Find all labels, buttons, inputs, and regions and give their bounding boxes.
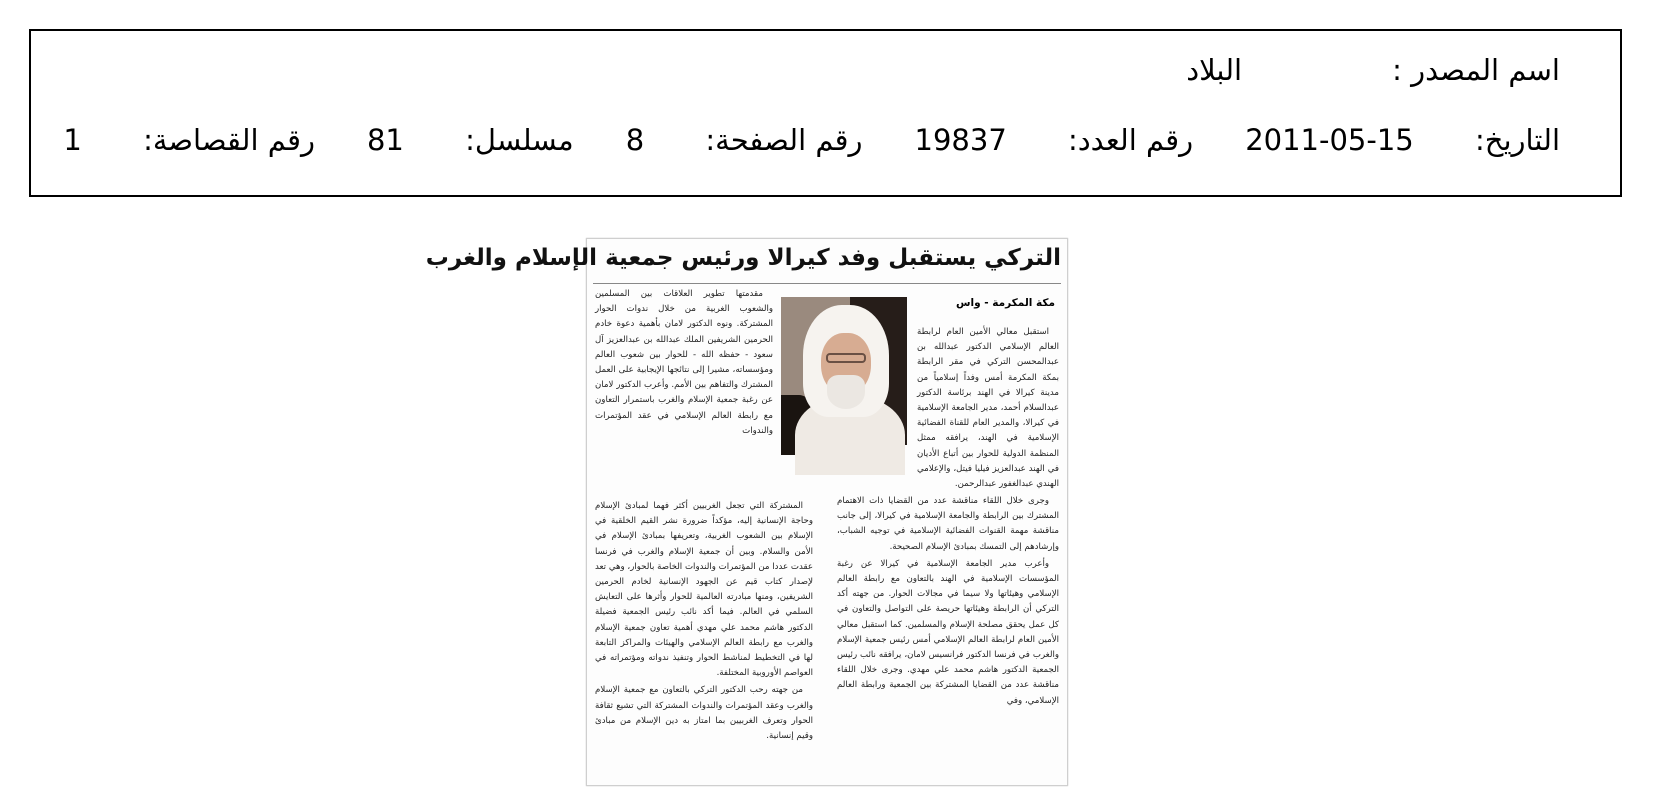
article-column-right-bottom <box>837 494 1059 711</box>
date-field <box>1245 123 1560 157</box>
date-value: 2011-05-15 <box>1245 123 1414 157</box>
clip-value: 1 <box>63 123 82 157</box>
source-row <box>1186 53 1560 87</box>
source-label: اسم المصدر : <box>1392 53 1560 87</box>
newspaper-clipping <box>425 238 1068 786</box>
details-row <box>11 123 1560 157</box>
article-paragraph: المشتركة التي تجعل الغربيين أكثر فهما لمبادئ الإسلام وحاجة الإنسانية إليه، مؤكداً ضرورة نشر القيم الخلقية في الإسلام بين الشعوب الغربية، وتعريفها بمبادئ الإسلام في الأمن والسلام. وبين أن جمعية الإسلام والغرب في فرنسا عقدت عددا من المؤتمرات والندوات الخاصة بالحوار، وهي تعد لإصدار كتاب قيم عن الجهود الإنسانية لخادم الحرمين الشريفين، ومنها مبادرته العالمية للحوار وأثرها على التعايش السلمي في العالم. فيما أكد نائب رئيس الجمعية فضيلة الدكتور هاشم محمد علي مهدي أهمية تعاون جمعية الإسلام والغرب مع رابطة العالم الإسلامي والهيئات والمراكز التابعة لها في التخطيط لمناشط الحوار وتنفيذ ندواته ومؤتمراته في العواصم الأوروبية المختلفة. <box>595 501 813 679</box>
source-value: البلاد <box>1186 53 1243 87</box>
article-column-left-bottom <box>595 499 813 746</box>
article-byline: مكة المكرمة - واس <box>955 297 1055 309</box>
clip-field <box>63 123 315 157</box>
photo-beard <box>827 375 865 409</box>
page-label: رقم الصفحة: <box>705 123 863 157</box>
clipping-metadata-box <box>29 29 1622 197</box>
article-paragraph: من جهته رحب الدكتور التركي بالتعاون مع جمعية الإسلام والغرب وعقد المؤتمرات والندوات المشتركة التي تشيع ثقافة الحوار وتعرف الغربيين بما امتاز به دين الإسلام من مبادئ وقيم إنسانية. <box>595 685 813 742</box>
article-paragraph: وأعرب مدير الجامعة الإسلامية في كيرالا عن رغبة المؤسسات الإسلامية في الهند بالتعاون مع رابطة العالم الإسلامي وهيئاتها ولا سيما في مجالات الحوار. من جهته أكد التركي أن الرابطة وهيئاتها حريصة على التواصل والتعاون في كل عمل يحقق مصلحة الإسلام والمسلمين. كما استقبل معالي الأمين العام لرابطة العالم الإسلامي أمس رئيس جمعية الإسلام والغرب في فرنسا الدكتور فرانسيس لامان، يرافقه نائب رئيس الجمعية الدكتور هاشم محمد علي مهدي. وجرى خلال اللقاء مناقشة عدد من القضايا المشتركة بين الجمعية ورابطة العالم الإسلامي، وفي <box>837 558 1059 706</box>
portrait-photo <box>781 297 907 445</box>
article-column-right-top <box>917 325 1059 494</box>
article-paragraph: استقبل معالي الأمين العام لرابطة العالم الإسلامي الدكتور عبدالله بن عبدالمحسن التركي في مقر الرابطة بمكة المكرمة أمس وفداً إسلامياً من مدينة كيرالا في الهند برئاسة الدكتور عبدالسلام أحمد، مدير الجامعة الإسلامية في كيرالا، والمدير العام للقناة الفضائية الإسلامية في الهند، يرافقه ممثل المنظمة الدولية للحوار بين أتباع الأديان في الهند عبدالعزيز فيليا فيتل، والإعلامي الهندي عبدالغفور عبدالرحمن. <box>917 327 1059 490</box>
date-label: التاريخ: <box>1474 123 1560 157</box>
issue-value: 19837 <box>914 123 1007 157</box>
headline-divider <box>593 283 1061 284</box>
photo-glasses <box>826 353 866 363</box>
issue-label: رقم العدد: <box>1068 123 1194 157</box>
article-column-left-top <box>595 287 773 441</box>
clip-label: رقم القصاصة: <box>143 123 315 157</box>
article-paragraph: وجرى خلال اللقاء مناقشة عدد من القضايا ذات الاهتمام المشترك بين الرابطة والجامعة الإسلامية في كيرالا، إلى جانب مناقشة مهمة القنوات الفضائية الإسلامية في توجيه الشباب، وإرشادهم إلى التمسك بمبادئ الإسلام الصحيحة. <box>837 496 1059 552</box>
article-paragraph: مقدمتها تطوير العلاقات بين المسلمين والشعوب الغربية من خلال ندوات الحوار المشتركة. ونوه الدكتور لامان بأهمية دعوة خادم الحرمين الشريفين الملك عبدالله بن عبدالعزيز آل سعود - حفظه الله - للحوار بين شعوب العالم ومؤسساته، مشيرا إلى نتائجها الإيجابية على العمل المشترك والتفاهم بين الأمم. وأعرب الدكتور لامان عن رغبة جمعية الإسلام والغرب باستمرار التعاون مع رابطة العالم الإسلامي في عقد المؤتمرات والندوات <box>595 289 773 436</box>
page-value: 8 <box>625 123 645 157</box>
serial-value: 81 <box>366 123 404 157</box>
issue-field <box>915 123 1194 157</box>
article-headline: التركي يستقبل وفد كيرالا ورئيس جمعية الإسلام والغرب <box>425 245 1061 271</box>
serial-label: مسلسل: <box>465 123 574 157</box>
serial-field <box>367 123 574 157</box>
page-field <box>626 123 863 157</box>
